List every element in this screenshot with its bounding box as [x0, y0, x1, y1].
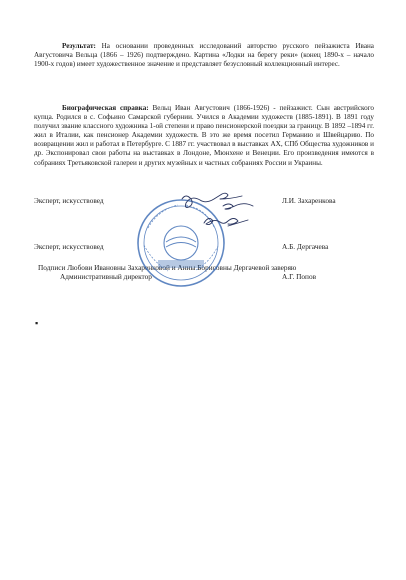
expert-role-1: Эксперт, искусствовед: [34, 196, 104, 205]
expert-name-1: Л.И. Захаренкова: [282, 196, 336, 205]
expert-name-2: А.Б. Дергачева: [282, 242, 329, 251]
page-mark: ▪: [35, 318, 39, 328]
result-paragraph: [34, 42, 374, 69]
biography-text: Вельц Иван Августович (1866-1926) - пейзажист. Сын австрийского купца. Родился в с. Софьино Самарской губернии. Учился в Академии художеств (1885-1891). В 1891 году получил звание классного художника 1-ой степени и право пенсионерской поездки за границу. В 1892 –1894 гг. жил в Италии, как пенсионер Академии художеств. В это же время посетил Германию и Швейцарию. По возвращении жил и работал в Петербурге. С 1887 гг. участвовал в выставках АХ, СПб Общества художников и др. Экспонировал свои работы на выставках в Лондоне, Мюнхене и Венеции. Его произведения имеются в собраниях Третьяковской галереи и других музейных и частных собраниях России и Украины.: [34, 104, 374, 167]
director-name: А.Г. Попов: [282, 272, 317, 281]
handwritten-signatures: [168, 190, 278, 230]
biography-lead: Биографическая справка:: [62, 104, 149, 112]
attestation-text: Подписи Любови Ивановны Захаренковой и Анны Борисовны Дергачевой заверяю: [38, 263, 297, 272]
biography-paragraph: [34, 104, 374, 168]
expert-role-2: Эксперт, искусствовед: [34, 242, 104, 251]
director-role: Административный директор: [60, 272, 152, 281]
result-lead: Результат:: [62, 42, 96, 50]
result-text: На основании проведенных исследований авторство русского пейзажиста Ивана Августовича Вельца (1866 – 1926) подтверждено. Картина «Лодки на берегу реки» (конец 1890-х – начало 1900-х годов) имеет художественное значение и представляет безусловный коллекционный интерес.: [34, 42, 374, 69]
